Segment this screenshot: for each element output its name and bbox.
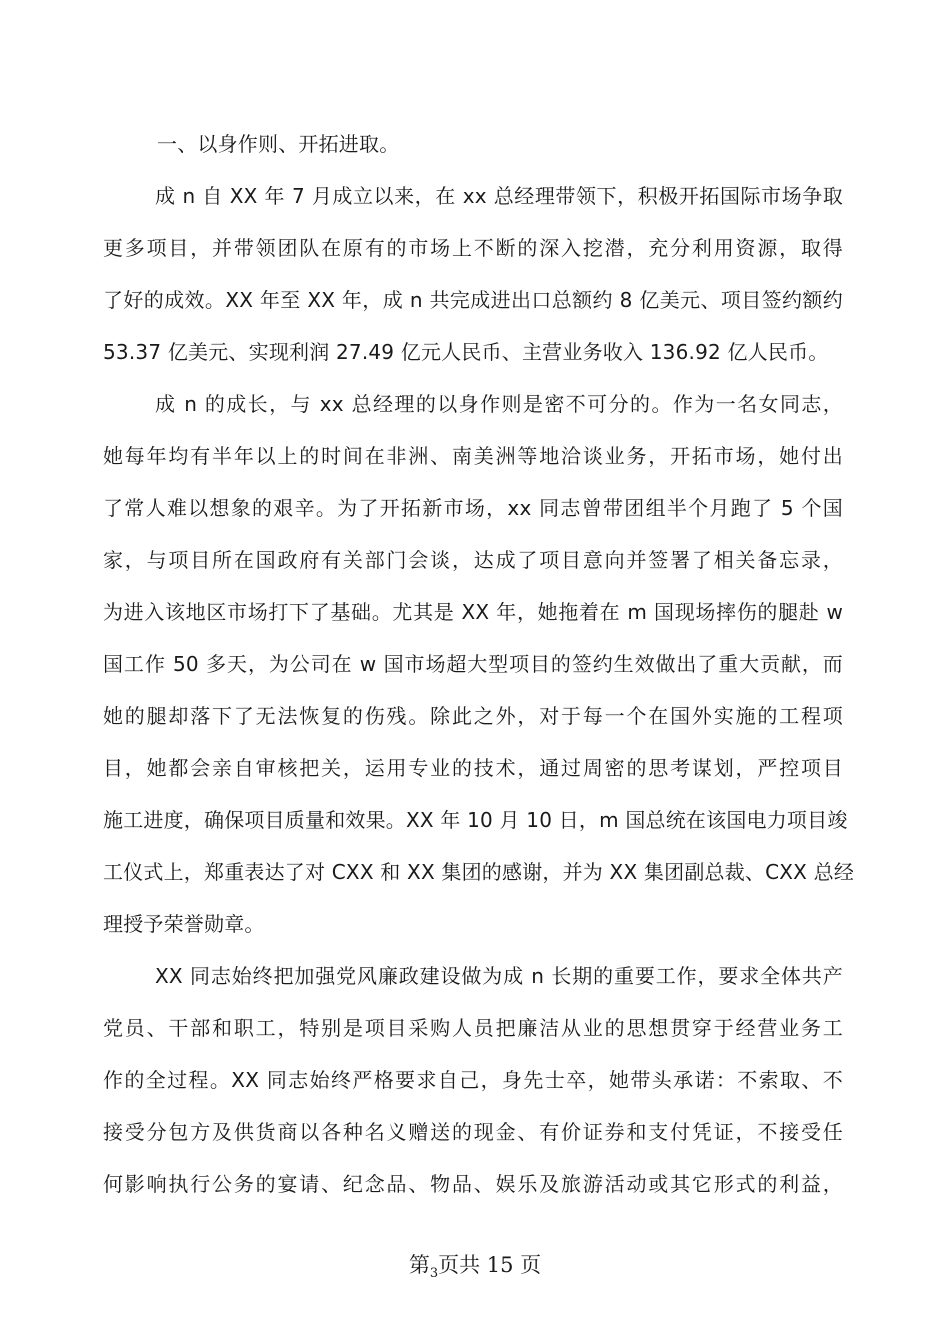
- paragraph-line: 53.37 亿美元、实现利润 27.49 亿元人民币、主营业务收入 136.92 亿人民币。: [103, 340, 829, 364]
- paragraph-line: 家，与项目所在国政府有关部门会谈，达成了项目意向并签署了相关备忘录，: [103, 548, 843, 572]
- paragraph-line: 更多项目，并带领团队在原有的市场上不断的深入挖潜，充分利用资源，取得: [103, 236, 843, 260]
- footer-total: 页共 15 页: [438, 1253, 542, 1277]
- paragraph-line: 何影响执行公务的宴请、纪念品、物品、娱乐及旅游活动或其它形式的利益，: [103, 1172, 843, 1196]
- paragraph-line: 成 n 自 XX 年 7 月成立以来，在 xx 总经理带领下，积极开拓国际市场争取: [155, 184, 843, 208]
- paragraph-line: 工仪式上，郑重表达了对 CXX 和 XX 集团的感谢，并为 XX 集团副总裁、CXX 总经: [103, 860, 855, 884]
- paragraph-line: 她每年均有半年以上的时间在非洲、南美洲等地洽谈业务，开拓市场，她付出: [103, 444, 843, 468]
- paragraph-line: 党员、干部和职工，特别是项目采购人员把廉洁从业的思想贯穿于经营业务工: [103, 1016, 843, 1040]
- paragraph-line: XX 同志始终把加强党风廉政建设做为成 n 长期的重要工作，要求全体共产: [155, 964, 843, 988]
- paragraph-line: 为进入该地区市场打下了基础。尤其是 XX 年，她拖着在 m 国现场摔伤的腿赴 w: [103, 600, 843, 624]
- paragraph-line: 作的全过程。XX 同志始终严格要求自己，身先士卒，她带头承诺：不索取、不: [103, 1068, 843, 1092]
- page-footer: [0, 1249, 950, 1281]
- paragraph-2: [103, 378, 855, 950]
- paragraph-line: 理授予荣誉勋章。: [103, 912, 265, 936]
- paragraph-line: 成 n 的成长，与 xx 总经理的以身作则是密不可分的。作为一名女同志，: [155, 392, 843, 416]
- paragraph-line: 了好的成效。XX 年至 XX 年，成 n 共完成进出口总额约 8 亿美元、项目签约额约: [103, 288, 843, 312]
- footer-page-number: 3: [429, 1266, 439, 1282]
- section-heading: 一、以身作则、开拓进取。: [157, 132, 400, 156]
- paragraph-line: 施工进度，确保项目质量和效果。XX 年 10 月 10 日，m 国总统在该国电力项目竣: [103, 808, 848, 832]
- paragraph-line: 她的腿却落下了无法恢复的伤残。除此之外，对于每一个在国外实施的工程项: [103, 704, 843, 728]
- paragraph-line: 目，她都会亲自审核把关，运用专业的技术，通过周密的思考谋划，严控项目: [103, 756, 843, 780]
- paragraph-line: 了常人难以想象的艰辛。为了开拓新市场，xx 同志曾带团组半个月跑了 5 个国: [103, 496, 843, 520]
- footer-prefix: 第: [408, 1253, 430, 1277]
- document-body: [103, 118, 855, 1210]
- paragraph-3: [103, 950, 843, 1210]
- paragraph-1: [103, 170, 843, 378]
- paragraph-line: 国工作 50 多天，为公司在 w 国市场超大型项目的签约生效做出了重大贡献，而: [103, 652, 843, 676]
- paragraph-line: 接受分包方及供货商以各种名义赠送的现金、有价证券和支付凭证，不接受任: [103, 1120, 843, 1144]
